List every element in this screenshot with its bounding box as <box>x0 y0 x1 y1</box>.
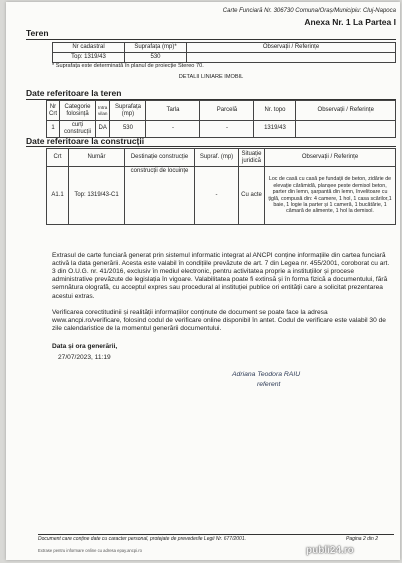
signature-name: Adriana Teodora RAIU <box>232 371 301 378</box>
date-constructii-title: Date referitoare la construcții <box>26 136 145 146</box>
signature-role: referent <box>257 381 281 388</box>
cell-situatie: Cu acte <box>239 167 265 225</box>
teren-rule <box>26 39 396 40</box>
th-tarla: Tarla <box>146 101 200 121</box>
cell-tarla: - <box>146 121 200 138</box>
th-nr-topo: Nr. topo <box>254 101 296 121</box>
th-observatii: Observații / Referințe <box>187 43 396 53</box>
cell-observatii <box>187 52 396 62</box>
cell-destinatie: construcții de locuințe <box>125 167 195 225</box>
th-suprafata: Suprafața (mp)* <box>125 43 187 53</box>
cf-header-line: Carte Funciară Nr. 306730 Comuna/Oraș/Municipiu: Cluj-Napoca <box>222 8 396 14</box>
date-constructii-table <box>46 148 396 225</box>
th-situatie: Situație juridică <box>239 149 265 167</box>
cell-suprafata-teren: 530 <box>110 121 146 138</box>
anexa-title: Anexa Nr. 1 La Partea I <box>304 17 396 27</box>
th-parcela: Parcelă <box>200 101 254 121</box>
footer-page: Pagina 2 din 2 <box>346 536 378 542</box>
cell-suprafata: 530 <box>125 52 187 62</box>
th-supraf: Supraf. (mp) <box>195 149 239 167</box>
footer-small: Extrase pentru informare online cu adresa epay.ancpi.ro <box>38 548 142 553</box>
teren-note: * Suprafața este determinată în planul de proiecție Stereo 70. <box>52 63 204 69</box>
cell-crt: A1.1 <box>47 167 69 225</box>
cell-intravilan: DA <box>96 121 110 138</box>
th-suprafata-teren: Suprafața (mp) <box>110 101 146 121</box>
document-page <box>6 2 400 560</box>
cell-nr-crt: 1 <box>47 121 60 138</box>
cell-nr-topo: 1319/43 <box>254 121 296 138</box>
generation-label: Data și ora generării, <box>52 343 118 350</box>
th-nr-crt: Nr Crt <box>47 101 60 121</box>
th-numar: Număr <box>69 149 125 167</box>
th-intravilan: Intra vilan <box>96 101 110 121</box>
cell-supraf: - <box>195 167 239 225</box>
extras-paragraph-2: Verificarea corectitudinii și realității informațiilor conținute de document se poate face la adresa www.ancpi.ro/verificare, folosind codul de verificare online disponibil în antet. Codul de verificare este valabil 30 de zile calendaristice de la momentul generării documentului. <box>52 309 386 333</box>
cell-observatii-teren <box>296 121 396 138</box>
detalii-title: DETALII LINIARE IMOBIL <box>178 74 244 80</box>
watermark-logo: publi24.ro <box>306 545 354 556</box>
th-categorie: Categorie folosință <box>60 101 96 121</box>
cell-numar: Top: 1319/43-C1 <box>69 167 125 225</box>
extras-paragraph-1: Extrasul de carte funciară generat prin sistemul informatic integrat al ANCPI conține informațiile din cartea funciară activă la data generării. Acesta este valabil în condițiile prevăzute de art. 7 din Legea nr. 455/2001, coroborat cu art. 3 din O.U.G. nr. 41/2016, exclusiv în mediul electronic, pentru activitatea proprie a instituțiilor și procese administrative prevăzute de legislația în vigoare. Valabilitatea poate fi extinsă și în forma fizică a documentului, fără semnătura olografă, cu acceptul expres sau procedural al instituției publice ori entității care a solicitat prezentarea acestui extras. <box>52 252 390 300</box>
generation-value: 27/07/2023, 11:19 <box>58 354 111 361</box>
footer-rule <box>38 534 394 535</box>
th-observatii-teren: Observații / Referințe <box>296 101 396 121</box>
date-teren-table <box>46 100 396 138</box>
cell-observatii-constructii: Loc de casă cu casă pe fundații de beton, zidărie de elevație cărămidă, planșee peste demisol beton, parter din lemn, șarpantă din lemn, învelitoare cu țiglă, compusă din: 4 camere, 1 hol, 1 casa scărilor,1 baie, 1 logie la parter și 1 cameră, 1 bucătărie, 1 cămară de alimente, 1 hol la demisol. <box>265 167 396 225</box>
cell-categorie: curți construcții <box>60 121 96 138</box>
cell-nr-cadastral: Top: 1319/43 <box>53 52 125 62</box>
footer-legal: Document care conține date cu caracter personal, protejate de prevederile Legii Nr. 677/2001. <box>38 536 246 542</box>
date-teren-title: Date referitoare la teren <box>26 88 122 98</box>
teren-table <box>52 42 396 63</box>
th-nr-cadastral: Nr cadastral <box>53 43 125 53</box>
date-constructii-rule <box>26 146 396 147</box>
th-destinatie: Destinație construcție <box>125 149 195 167</box>
cell-parcela: - <box>200 121 254 138</box>
th-observatii-constructii: Observații / Referințe <box>265 149 396 167</box>
th-crt: Crt <box>47 149 69 167</box>
teren-title: Teren <box>26 28 49 38</box>
